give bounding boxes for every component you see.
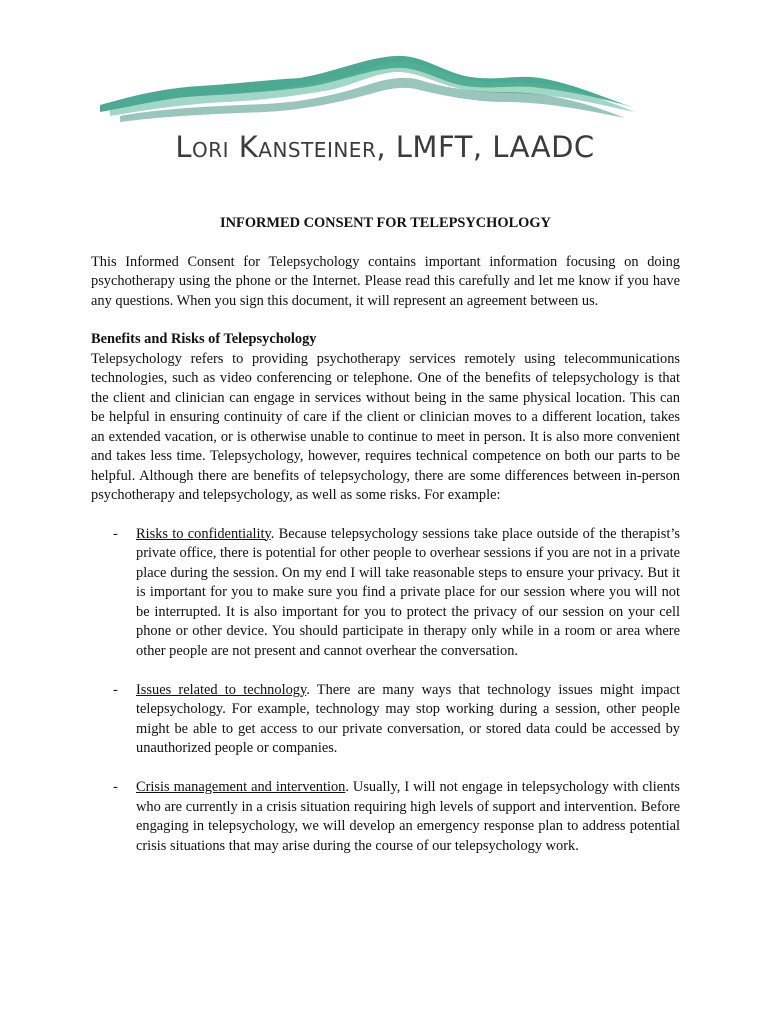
item-text: . There are many ways that technology issues might impact telepsychology. For example, technology may stop working during a session, other people might be able to get access to our private conversation, or stored data could be accessed by unauthorized people or companies. [136, 681, 680, 756]
list-dash: - [113, 681, 118, 698]
list-item [91, 681, 680, 759]
document-body [91, 214, 680, 876]
intro-paragraph: This Informed Consent for Telepsychology contains important information focusing on doing psychotherapy using the phone or the Internet. Please read this carefully and let me know if you have any questions. When you sign this document, it will represent an agreement between us. [91, 253, 680, 309]
logo-wave-graphic [95, 50, 645, 130]
list-dash: - [113, 779, 118, 795]
document-title: INFORMED CONSENT FOR TELEPSYCHOLOGY [220, 215, 551, 231]
list-item [91, 778, 680, 856]
risk-list [91, 525, 680, 857]
item-heading: Risks to confidentiality [136, 525, 271, 542]
section-heading: Benefits and Risks of Telepsychology [91, 331, 317, 347]
list-dash: - [113, 525, 118, 542]
item-text: . Usually, I will not engage in telepsychology with clients who are currently in a crisis situation requiring high levels of support and intervention. Before engaging in telepsychology, we will develop an emergency response plan to address potential crisis situations that may arise during the course of our telepsychology work. [136, 779, 680, 854]
item-heading: Crisis management and intervention [136, 779, 346, 795]
item-heading: Issues related to technology [136, 681, 307, 698]
logo-name: Lori Kansteiner, LMFT, LAADC [175, 130, 595, 164]
list-item [91, 525, 680, 662]
section-body: Telepsychology refers to providing psychotherapy services remotely using telecommunications technologies, such as video conferencing or telephone. One of the benefits of telepsychology is that the client and clinician can engage in services without being in the same physical location. This can be helpful in ensuring continuity of care if the client or clinician moves to a different location, takes an extended vacation, or is otherwise unable to continue to meet in person. It is also more convenient and takes less time. Telepsychology, however, requires technical competence on both our parts to be helpful. Although there are benefits of telepsychology, there are some differences between in-person psychotherapy and telepsychology, as well as some risks. For example: [91, 350, 680, 503]
item-text: . Because telepsychology sessions take place outside of the therapist’s private office, there is potential for other people to overhear sessions if you are not in a private place during the session. On my end I will take reasonable steps to ensure your privacy. But it is important for you to make sure you find a private place for our session where you will not be interrupted. It is also important for you to protect the privacy of our session on your cell phone or other device. You should participate in therapy only while in a room or area where other people are not present and cannot overhear the conversation. [136, 525, 680, 659]
